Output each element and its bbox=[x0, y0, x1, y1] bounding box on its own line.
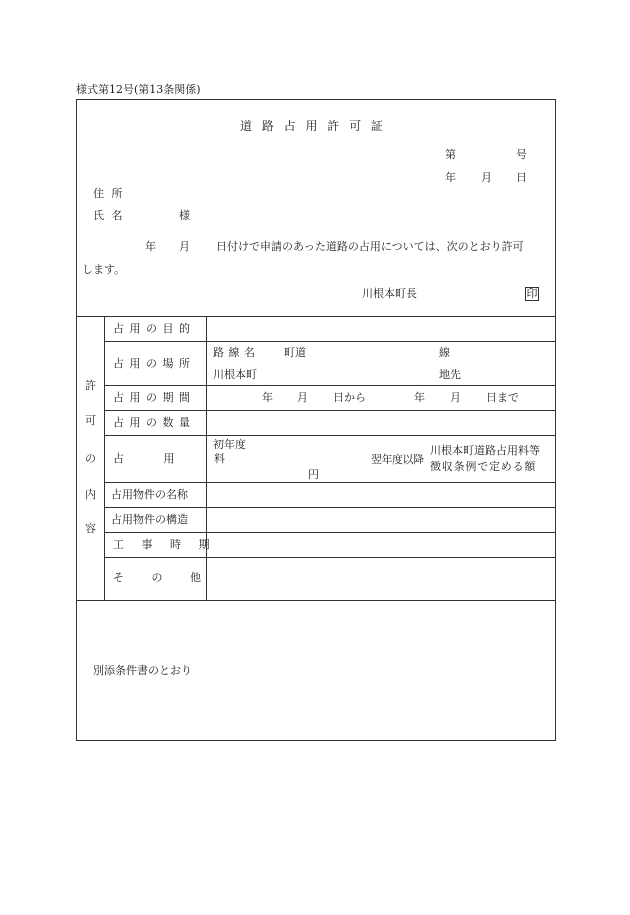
row-label-quantity: 占 用 の 数 量 bbox=[113, 416, 190, 429]
section-label-char: 可 bbox=[85, 414, 96, 427]
conditions-text: 別添条件書のとおり bbox=[93, 664, 192, 677]
column-divider bbox=[104, 316, 105, 600]
issuer-name: 川根本町長 bbox=[362, 287, 417, 300]
row-divider bbox=[104, 532, 556, 533]
body-text: 日付けで申請のあった道路の占用については、次のとおり許可 bbox=[216, 240, 524, 253]
route-type: 町道 bbox=[284, 346, 306, 359]
permit-number-prefix: 第 bbox=[445, 148, 456, 161]
row-divider bbox=[104, 341, 556, 342]
fee-yen: 円 bbox=[308, 468, 319, 481]
section-divider-top bbox=[76, 316, 556, 317]
period-from-day: 日から bbox=[333, 391, 366, 404]
row-divider bbox=[104, 557, 556, 558]
section-label-char: の bbox=[85, 452, 96, 465]
row-divider bbox=[104, 507, 556, 508]
form-number: 様式第12号(第13条関係) bbox=[76, 83, 201, 96]
permit-number-suffix: 号 bbox=[516, 148, 527, 161]
section-label-char: 容 bbox=[85, 522, 96, 535]
section-label-char: 許 bbox=[85, 379, 96, 392]
body-year: 年 bbox=[145, 240, 156, 253]
date-month: 月 bbox=[481, 171, 492, 184]
section-label-char: 内 bbox=[85, 488, 96, 501]
fee-ordinance-line-1: 川根本町道路占用料等 bbox=[430, 444, 540, 457]
row-label-location: 占 用 の 場 所 bbox=[113, 357, 190, 370]
row-divider bbox=[104, 410, 556, 411]
route-label: 路 線 名 bbox=[213, 346, 255, 359]
row-label-purpose: 占 用 の 目 的 bbox=[113, 322, 190, 335]
section-divider-bottom bbox=[76, 600, 556, 601]
address-label: 住 所 bbox=[93, 187, 123, 200]
row-divider bbox=[104, 482, 556, 483]
date-day: 日 bbox=[516, 171, 527, 184]
row-label-object-name: 占用物件の名称 bbox=[111, 488, 188, 501]
document-title: 道 路 占 用 許 可 証 bbox=[240, 119, 383, 133]
fee-ordinance-line-2: 徴収条例で定める額 bbox=[430, 460, 537, 473]
route-suffix: 線 bbox=[439, 346, 450, 359]
row-divider bbox=[104, 435, 556, 436]
fee-next-years: 翌年度以降 bbox=[371, 453, 424, 466]
name-label: 氏 名 bbox=[93, 209, 123, 222]
date-year: 年 bbox=[445, 171, 456, 184]
period-from-month: 月 bbox=[297, 391, 308, 404]
row-divider bbox=[104, 385, 556, 386]
row-label-other: そ の 他 bbox=[113, 571, 201, 584]
body-month: 月 bbox=[179, 240, 190, 253]
fee-first-year: 初年度 bbox=[213, 438, 246, 451]
period-to-year: 年 bbox=[414, 391, 425, 404]
row-label-fee: 占 用 料 bbox=[113, 452, 225, 465]
row-label-period: 占 用 の 期 間 bbox=[113, 391, 190, 404]
period-to-day: 日まで bbox=[486, 391, 519, 404]
period-from-year: 年 bbox=[262, 391, 273, 404]
name-honorific: 様 bbox=[179, 209, 190, 222]
location-place-suffix: 地先 bbox=[439, 368, 461, 381]
seal-mark: 印 bbox=[526, 287, 538, 300]
period-to-month: 月 bbox=[450, 391, 461, 404]
location-town: 川根本町 bbox=[213, 368, 257, 381]
body-text-continued: します。 bbox=[82, 263, 126, 276]
row-label-construction-period: 工 事 時 期 bbox=[113, 538, 210, 551]
row-label-object-structure: 占用物件の構造 bbox=[111, 513, 188, 526]
